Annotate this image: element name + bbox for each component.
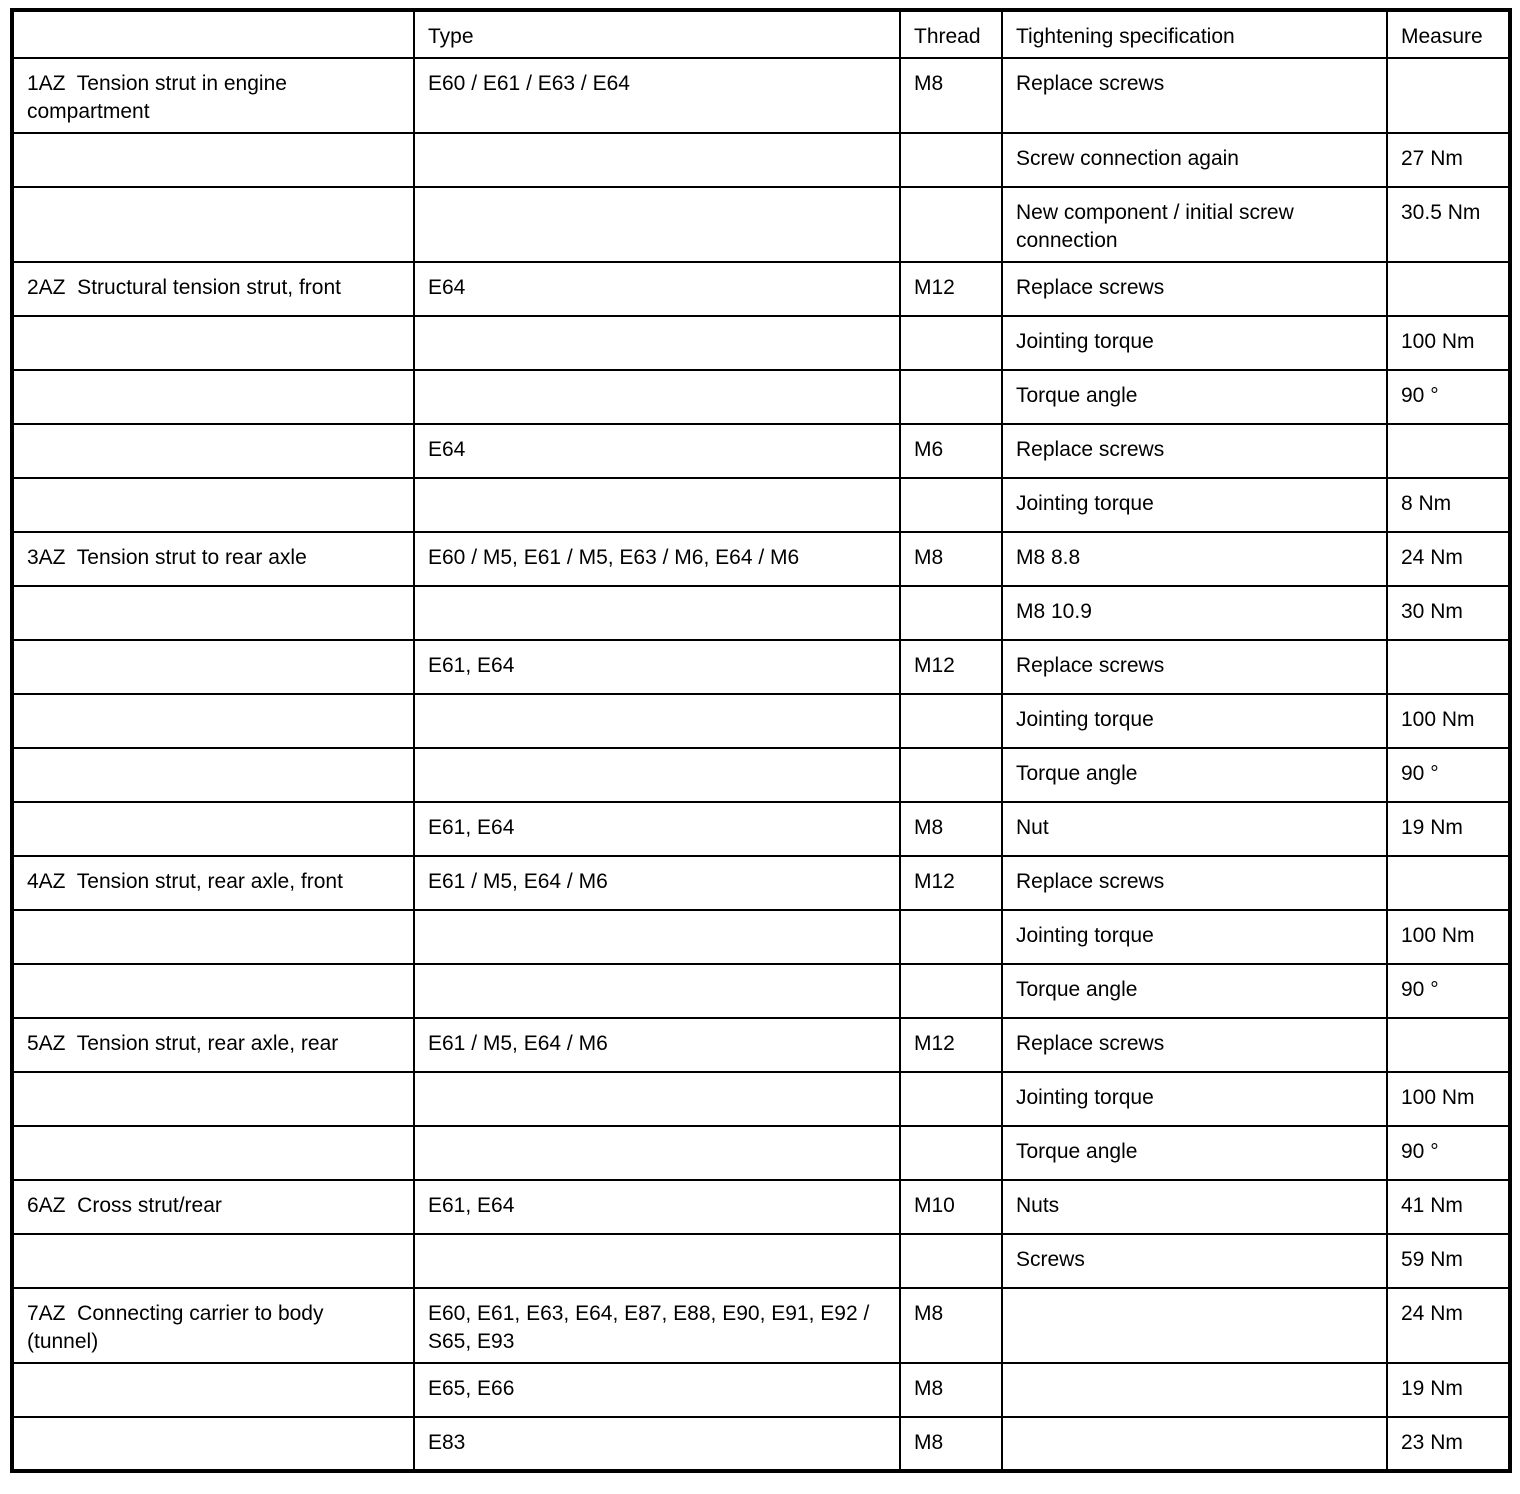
table-cell-label: 3AZ Tension strut to rear axle bbox=[12, 532, 414, 586]
table-cell-measure: 90 ° bbox=[1387, 1126, 1510, 1180]
table-row bbox=[12, 316, 1510, 370]
table-cell-thread: M8 bbox=[900, 58, 1002, 133]
table-cell-thread: M12 bbox=[900, 856, 1002, 910]
table-cell-spec: Jointing torque bbox=[1002, 316, 1387, 370]
table-cell-spec: Replace screws bbox=[1002, 424, 1387, 478]
table-row bbox=[12, 910, 1510, 964]
table-cell-measure: 30.5 Nm bbox=[1387, 187, 1510, 262]
table-cell-type bbox=[414, 133, 900, 187]
table-cell-label: 1AZ Tension strut in engine compartment bbox=[12, 58, 414, 133]
table-cell-thread bbox=[900, 133, 1002, 187]
table-cell-thread bbox=[900, 316, 1002, 370]
table-cell-label bbox=[12, 370, 414, 424]
table-cell-thread: M12 bbox=[900, 1018, 1002, 1072]
table-row bbox=[12, 1417, 1510, 1471]
table-cell-measure: 100 Nm bbox=[1387, 1072, 1510, 1126]
table-cell-thread: M8 bbox=[900, 1363, 1002, 1417]
table-cell-label bbox=[12, 1072, 414, 1126]
table-row bbox=[12, 1018, 1510, 1072]
table-cell-spec: Torque angle bbox=[1002, 370, 1387, 424]
table-row bbox=[12, 187, 1510, 262]
table-cell-measure: 24 Nm bbox=[1387, 1288, 1510, 1363]
table-cell-spec: Replace screws bbox=[1002, 1018, 1387, 1072]
table-cell-type bbox=[414, 1126, 900, 1180]
table-cell-thread bbox=[900, 187, 1002, 262]
table-cell-label bbox=[12, 910, 414, 964]
table-cell-spec bbox=[1002, 1417, 1387, 1471]
table-cell-spec: Replace screws bbox=[1002, 58, 1387, 133]
table-cell-spec: Torque angle bbox=[1002, 748, 1387, 802]
table-cell-spec: Jointing torque bbox=[1002, 694, 1387, 748]
table-cell-spec: Torque angle bbox=[1002, 964, 1387, 1018]
table-cell-measure: 90 ° bbox=[1387, 370, 1510, 424]
table-cell-measure: 100 Nm bbox=[1387, 316, 1510, 370]
table-cell-label: 6AZ Cross strut/rear bbox=[12, 1180, 414, 1234]
table-row bbox=[12, 478, 1510, 532]
table-cell-label bbox=[12, 1126, 414, 1180]
table-row bbox=[12, 1180, 1510, 1234]
table-row bbox=[12, 370, 1510, 424]
table-cell-spec: Replace screws bbox=[1002, 856, 1387, 910]
table-row bbox=[12, 856, 1510, 910]
table-row bbox=[12, 694, 1510, 748]
table-cell-spec: M8 10.9 bbox=[1002, 586, 1387, 640]
table-cell-thread bbox=[900, 478, 1002, 532]
table-cell-spec: Screws bbox=[1002, 1234, 1387, 1288]
table-header-row bbox=[12, 10, 1510, 58]
table-cell-spec: New component / initial screw connection bbox=[1002, 187, 1387, 262]
table-cell-label: 4AZ Tension strut, rear axle, front bbox=[12, 856, 414, 910]
table-cell-measure: 41 Nm bbox=[1387, 1180, 1510, 1234]
table-cell-type bbox=[414, 187, 900, 262]
table-row bbox=[12, 133, 1510, 187]
table-row bbox=[12, 532, 1510, 586]
table-cell-measure: 27 Nm bbox=[1387, 133, 1510, 187]
table-cell-thread: M10 bbox=[900, 1180, 1002, 1234]
table-cell-type: E61, E64 bbox=[414, 802, 900, 856]
table-cell-thread bbox=[900, 1072, 1002, 1126]
table-cell-spec: M8 8.8 bbox=[1002, 532, 1387, 586]
table-cell-label bbox=[12, 1363, 414, 1417]
tightening-spec-table bbox=[10, 8, 1512, 1473]
table-cell-spec: Jointing torque bbox=[1002, 478, 1387, 532]
table-cell-spec: Screw connection again bbox=[1002, 133, 1387, 187]
table-cell-thread bbox=[900, 748, 1002, 802]
table-row bbox=[12, 1126, 1510, 1180]
table-cell-measure: 30 Nm bbox=[1387, 586, 1510, 640]
table-cell-label bbox=[12, 1417, 414, 1471]
table-cell-measure: 59 Nm bbox=[1387, 1234, 1510, 1288]
column-header-spec: Tightening specification bbox=[1002, 10, 1387, 58]
column-header-thread: Thread bbox=[900, 10, 1002, 58]
table-cell-label bbox=[12, 694, 414, 748]
table-cell-label bbox=[12, 964, 414, 1018]
table-cell-measure: 90 ° bbox=[1387, 964, 1510, 1018]
table-cell-thread: M8 bbox=[900, 1417, 1002, 1471]
table-row bbox=[12, 262, 1510, 316]
table-cell-type: E64 bbox=[414, 424, 900, 478]
table-row bbox=[12, 640, 1510, 694]
table-cell-measure bbox=[1387, 856, 1510, 910]
table-cell-thread bbox=[900, 1234, 1002, 1288]
table-cell-spec: Torque angle bbox=[1002, 1126, 1387, 1180]
table-cell-spec: Nuts bbox=[1002, 1180, 1387, 1234]
table-cell-type: E60, E61, E63, E64, E87, E88, E90, E91, E92 / S65, E93 bbox=[414, 1288, 900, 1363]
table-row bbox=[12, 802, 1510, 856]
table-cell-label: 5AZ Tension strut, rear axle, rear bbox=[12, 1018, 414, 1072]
table-row bbox=[12, 1234, 1510, 1288]
table-row bbox=[12, 1363, 1510, 1417]
table-cell-type bbox=[414, 316, 900, 370]
table-cell-thread bbox=[900, 694, 1002, 748]
table-cell-thread bbox=[900, 964, 1002, 1018]
table-cell-spec: Jointing torque bbox=[1002, 1072, 1387, 1126]
table-cell-type: E61 / M5, E64 / M6 bbox=[414, 856, 900, 910]
column-header-measure: Measure bbox=[1387, 10, 1510, 58]
table-cell-measure: 90 ° bbox=[1387, 748, 1510, 802]
table-cell-thread bbox=[900, 370, 1002, 424]
table-cell-spec bbox=[1002, 1363, 1387, 1417]
table-cell-label: 2AZ Structural tension strut, front bbox=[12, 262, 414, 316]
table-cell-measure: 100 Nm bbox=[1387, 694, 1510, 748]
table-cell-thread bbox=[900, 910, 1002, 964]
table-cell-label bbox=[12, 1234, 414, 1288]
table-cell-spec: Jointing torque bbox=[1002, 910, 1387, 964]
column-header-label bbox=[12, 10, 414, 58]
table-cell-type bbox=[414, 586, 900, 640]
table-cell-spec bbox=[1002, 1288, 1387, 1363]
table-row bbox=[12, 964, 1510, 1018]
table-row bbox=[12, 58, 1510, 133]
table-cell-measure: 19 Nm bbox=[1387, 802, 1510, 856]
table-cell-type bbox=[414, 748, 900, 802]
table-cell-type: E61 / M5, E64 / M6 bbox=[414, 1018, 900, 1072]
table-cell-label bbox=[12, 802, 414, 856]
table-cell-type: E64 bbox=[414, 262, 900, 316]
table-cell-thread: M12 bbox=[900, 262, 1002, 316]
table-cell-label bbox=[12, 748, 414, 802]
table-row bbox=[12, 424, 1510, 478]
table-cell-measure: 23 Nm bbox=[1387, 1417, 1510, 1471]
table-cell-measure: 24 Nm bbox=[1387, 532, 1510, 586]
table-cell-label: 7AZ Connecting carrier to body (tunnel) bbox=[12, 1288, 414, 1363]
table-cell-spec: Nut bbox=[1002, 802, 1387, 856]
table-cell-thread bbox=[900, 1126, 1002, 1180]
table-row bbox=[12, 1288, 1510, 1363]
table-cell-label bbox=[12, 424, 414, 478]
table-cell-type: E60 / E61 / E63 / E64 bbox=[414, 58, 900, 133]
table-cell-thread: M8 bbox=[900, 532, 1002, 586]
table-cell-spec: Replace screws bbox=[1002, 262, 1387, 316]
table-cell-thread bbox=[900, 586, 1002, 640]
table-cell-type bbox=[414, 1234, 900, 1288]
table-cell-type: E61, E64 bbox=[414, 640, 900, 694]
table-cell-measure: 100 Nm bbox=[1387, 910, 1510, 964]
table-cell-type bbox=[414, 910, 900, 964]
table-row bbox=[12, 1072, 1510, 1126]
table-cell-type: E61, E64 bbox=[414, 1180, 900, 1234]
table-cell-measure bbox=[1387, 58, 1510, 133]
spec-table-body bbox=[12, 58, 1510, 1471]
table-row bbox=[12, 748, 1510, 802]
table-cell-type bbox=[414, 1072, 900, 1126]
table-cell-thread: M8 bbox=[900, 1288, 1002, 1363]
table-cell-label bbox=[12, 478, 414, 532]
table-cell-label bbox=[12, 133, 414, 187]
table-cell-type bbox=[414, 478, 900, 532]
table-cell-spec: Replace screws bbox=[1002, 640, 1387, 694]
table-cell-label bbox=[12, 586, 414, 640]
table-cell-measure bbox=[1387, 640, 1510, 694]
table-cell-label bbox=[12, 640, 414, 694]
table-cell-type: E83 bbox=[414, 1417, 900, 1471]
table-cell-measure bbox=[1387, 424, 1510, 478]
table-cell-label bbox=[12, 187, 414, 262]
table-cell-measure: 8 Nm bbox=[1387, 478, 1510, 532]
table-cell-type: E65, E66 bbox=[414, 1363, 900, 1417]
table-cell-measure bbox=[1387, 262, 1510, 316]
table-cell-type bbox=[414, 370, 900, 424]
table-cell-type bbox=[414, 964, 900, 1018]
table-cell-thread: M8 bbox=[900, 802, 1002, 856]
table-cell-measure: 19 Nm bbox=[1387, 1363, 1510, 1417]
table-row bbox=[12, 586, 1510, 640]
table-cell-label bbox=[12, 316, 414, 370]
table-cell-type bbox=[414, 694, 900, 748]
table-cell-thread: M6 bbox=[900, 424, 1002, 478]
table-cell-measure bbox=[1387, 1018, 1510, 1072]
table-cell-type: E60 / M5, E61 / M5, E63 / M6, E64 / M6 bbox=[414, 532, 900, 586]
table-cell-thread: M12 bbox=[900, 640, 1002, 694]
column-header-type: Type bbox=[414, 10, 900, 58]
